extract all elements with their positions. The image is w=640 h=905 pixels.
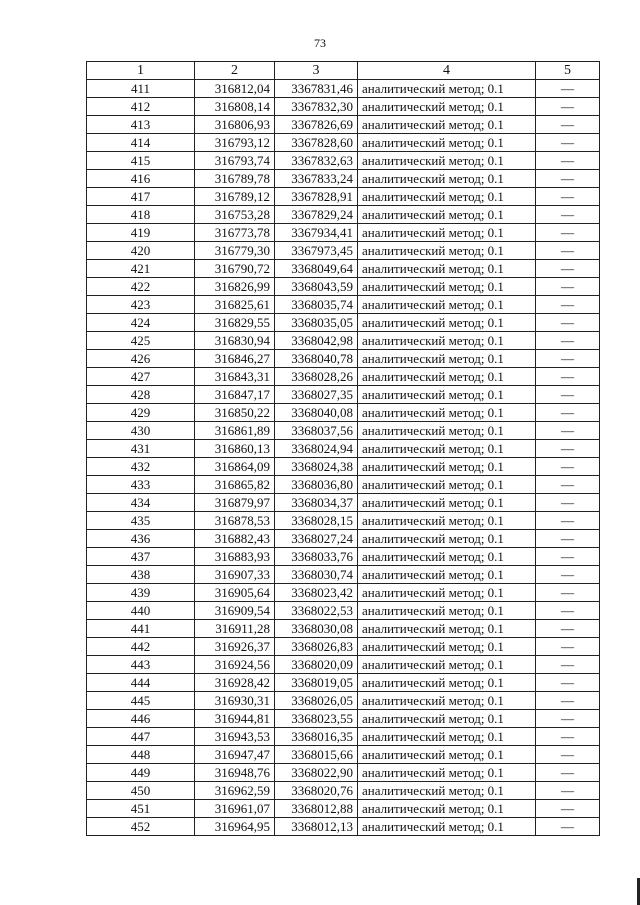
x-coordinate-cell: 316825,61 bbox=[195, 296, 275, 314]
table-row bbox=[87, 224, 600, 242]
x-coordinate-cell: 316883,93 bbox=[195, 548, 275, 566]
point-number-cell: 412 bbox=[87, 98, 195, 116]
point-number-cell: 421 bbox=[87, 260, 195, 278]
y-coordinate-cell: 3368043,59 bbox=[275, 278, 358, 296]
y-coordinate-cell: 3367934,41 bbox=[275, 224, 358, 242]
table-row bbox=[87, 242, 600, 260]
table-row bbox=[87, 692, 600, 710]
error-cell: — bbox=[536, 134, 600, 152]
table-row bbox=[87, 440, 600, 458]
x-coordinate-cell: 316964,95 bbox=[195, 818, 275, 836]
method-cell: аналитический метод; 0.1 bbox=[358, 386, 536, 404]
error-cell: — bbox=[536, 116, 600, 134]
point-number-cell: 426 bbox=[87, 350, 195, 368]
y-coordinate-cell: 3367831,46 bbox=[275, 80, 358, 98]
y-coordinate-cell: 3368028,15 bbox=[275, 512, 358, 530]
method-cell: аналитический метод; 0.1 bbox=[358, 764, 536, 782]
y-coordinate-cell: 3368012,13 bbox=[275, 818, 358, 836]
point-number-cell: 437 bbox=[87, 548, 195, 566]
error-cell: — bbox=[536, 656, 600, 674]
point-number-cell: 441 bbox=[87, 620, 195, 638]
table-row bbox=[87, 800, 600, 818]
header-col-5: 5 bbox=[536, 62, 600, 80]
error-cell: — bbox=[536, 368, 600, 386]
x-coordinate-cell: 316961,07 bbox=[195, 800, 275, 818]
error-cell: — bbox=[536, 224, 600, 242]
method-cell: аналитический метод; 0.1 bbox=[358, 170, 536, 188]
method-cell: аналитический метод; 0.1 bbox=[358, 224, 536, 242]
y-coordinate-cell: 3368022,53 bbox=[275, 602, 358, 620]
table-row bbox=[87, 764, 600, 782]
x-coordinate-cell: 316864,09 bbox=[195, 458, 275, 476]
table-row bbox=[87, 782, 600, 800]
point-number-cell: 413 bbox=[87, 116, 195, 134]
table-row bbox=[87, 494, 600, 512]
x-coordinate-cell: 316829,55 bbox=[195, 314, 275, 332]
table-row bbox=[87, 134, 600, 152]
method-cell: аналитический метод; 0.1 bbox=[358, 602, 536, 620]
table-row bbox=[87, 314, 600, 332]
x-coordinate-cell: 316907,33 bbox=[195, 566, 275, 584]
point-number-cell: 411 bbox=[87, 80, 195, 98]
method-cell: аналитический метод; 0.1 bbox=[358, 404, 536, 422]
x-coordinate-cell: 316790,72 bbox=[195, 260, 275, 278]
method-cell: аналитический метод; 0.1 bbox=[358, 260, 536, 278]
table-row bbox=[87, 152, 600, 170]
x-coordinate-cell: 316793,12 bbox=[195, 134, 275, 152]
method-cell: аналитический метод; 0.1 bbox=[358, 242, 536, 260]
method-cell: аналитический метод; 0.1 bbox=[358, 710, 536, 728]
method-cell: аналитический метод; 0.1 bbox=[358, 314, 536, 332]
x-coordinate-cell: 316808,14 bbox=[195, 98, 275, 116]
error-cell: — bbox=[536, 638, 600, 656]
point-number-cell: 430 bbox=[87, 422, 195, 440]
error-cell: — bbox=[536, 512, 600, 530]
table-row bbox=[87, 476, 600, 494]
y-coordinate-cell: 3368037,56 bbox=[275, 422, 358, 440]
method-cell: аналитический метод; 0.1 bbox=[358, 782, 536, 800]
table-row bbox=[87, 206, 600, 224]
x-coordinate-cell: 316806,93 bbox=[195, 116, 275, 134]
x-coordinate-cell: 316789,78 bbox=[195, 170, 275, 188]
method-cell: аналитический метод; 0.1 bbox=[358, 512, 536, 530]
error-cell: — bbox=[536, 350, 600, 368]
point-number-cell: 450 bbox=[87, 782, 195, 800]
y-coordinate-cell: 3368049,64 bbox=[275, 260, 358, 278]
y-coordinate-cell: 3368022,90 bbox=[275, 764, 358, 782]
y-coordinate-cell: 3368024,38 bbox=[275, 458, 358, 476]
error-cell: — bbox=[536, 674, 600, 692]
point-number-cell: 451 bbox=[87, 800, 195, 818]
error-cell: — bbox=[536, 458, 600, 476]
y-coordinate-cell: 3368027,35 bbox=[275, 386, 358, 404]
error-cell: — bbox=[536, 296, 600, 314]
point-number-cell: 425 bbox=[87, 332, 195, 350]
point-number-cell: 439 bbox=[87, 584, 195, 602]
error-cell: — bbox=[536, 278, 600, 296]
method-cell: аналитический метод; 0.1 bbox=[358, 566, 536, 584]
x-coordinate-cell: 316846,27 bbox=[195, 350, 275, 368]
x-coordinate-cell: 316926,37 bbox=[195, 638, 275, 656]
y-coordinate-cell: 3367832,30 bbox=[275, 98, 358, 116]
table-row bbox=[87, 620, 600, 638]
y-coordinate-cell: 3368034,37 bbox=[275, 494, 358, 512]
y-coordinate-cell: 3368020,09 bbox=[275, 656, 358, 674]
y-coordinate-cell: 3368012,88 bbox=[275, 800, 358, 818]
method-cell: аналитический метод; 0.1 bbox=[358, 476, 536, 494]
y-coordinate-cell: 3368026,83 bbox=[275, 638, 358, 656]
table-row bbox=[87, 512, 600, 530]
error-cell: — bbox=[536, 152, 600, 170]
y-coordinate-cell: 3367829,24 bbox=[275, 206, 358, 224]
header-col-3: 3 bbox=[275, 62, 358, 80]
x-coordinate-cell: 316948,76 bbox=[195, 764, 275, 782]
method-cell: аналитический метод; 0.1 bbox=[358, 656, 536, 674]
table-row bbox=[87, 98, 600, 116]
table-row bbox=[87, 422, 600, 440]
method-cell: аналитический метод; 0.1 bbox=[358, 98, 536, 116]
x-coordinate-cell: 316812,04 bbox=[195, 80, 275, 98]
y-coordinate-cell: 3368042,98 bbox=[275, 332, 358, 350]
table-row bbox=[87, 566, 600, 584]
point-number-cell: 418 bbox=[87, 206, 195, 224]
error-cell: — bbox=[536, 206, 600, 224]
error-cell: — bbox=[536, 620, 600, 638]
x-coordinate-cell: 316830,94 bbox=[195, 332, 275, 350]
method-cell: аналитический метод; 0.1 bbox=[358, 116, 536, 134]
x-coordinate-cell: 316860,13 bbox=[195, 440, 275, 458]
y-coordinate-cell: 3368027,24 bbox=[275, 530, 358, 548]
x-coordinate-cell: 316944,81 bbox=[195, 710, 275, 728]
method-cell: аналитический метод; 0.1 bbox=[358, 332, 536, 350]
error-cell: — bbox=[536, 440, 600, 458]
method-cell: аналитический метод; 0.1 bbox=[358, 368, 536, 386]
error-cell: — bbox=[536, 404, 600, 422]
point-number-cell: 434 bbox=[87, 494, 195, 512]
x-coordinate-cell: 316879,97 bbox=[195, 494, 275, 512]
point-number-cell: 446 bbox=[87, 710, 195, 728]
coordinates-table bbox=[86, 61, 600, 836]
y-coordinate-cell: 3368015,66 bbox=[275, 746, 358, 764]
table-row bbox=[87, 350, 600, 368]
x-coordinate-cell: 316909,54 bbox=[195, 602, 275, 620]
table-row bbox=[87, 458, 600, 476]
table-row bbox=[87, 656, 600, 674]
y-coordinate-cell: 3368026,05 bbox=[275, 692, 358, 710]
x-coordinate-cell: 316865,82 bbox=[195, 476, 275, 494]
method-cell: аналитический метод; 0.1 bbox=[358, 296, 536, 314]
point-number-cell: 417 bbox=[87, 188, 195, 206]
table-row bbox=[87, 296, 600, 314]
error-cell: — bbox=[536, 746, 600, 764]
point-number-cell: 424 bbox=[87, 314, 195, 332]
y-coordinate-cell: 3368035,74 bbox=[275, 296, 358, 314]
x-coordinate-cell: 316878,53 bbox=[195, 512, 275, 530]
y-coordinate-cell: 3368023,42 bbox=[275, 584, 358, 602]
table-row bbox=[87, 170, 600, 188]
point-number-cell: 415 bbox=[87, 152, 195, 170]
point-number-cell: 452 bbox=[87, 818, 195, 836]
error-cell: — bbox=[536, 782, 600, 800]
point-number-cell: 419 bbox=[87, 224, 195, 242]
method-cell: аналитический метод; 0.1 bbox=[358, 800, 536, 818]
y-coordinate-cell: 3368020,76 bbox=[275, 782, 358, 800]
header-row bbox=[87, 62, 600, 80]
method-cell: аналитический метод; 0.1 bbox=[358, 188, 536, 206]
error-cell: — bbox=[536, 242, 600, 260]
y-coordinate-cell: 3368035,05 bbox=[275, 314, 358, 332]
error-cell: — bbox=[536, 422, 600, 440]
point-number-cell: 432 bbox=[87, 458, 195, 476]
error-cell: — bbox=[536, 170, 600, 188]
error-cell: — bbox=[536, 566, 600, 584]
method-cell: аналитический метод; 0.1 bbox=[358, 134, 536, 152]
error-cell: — bbox=[536, 476, 600, 494]
error-cell: — bbox=[536, 314, 600, 332]
table-row bbox=[87, 404, 600, 422]
method-cell: аналитический метод; 0.1 bbox=[358, 440, 536, 458]
table-row bbox=[87, 728, 600, 746]
table-row bbox=[87, 260, 600, 278]
x-coordinate-cell: 316947,47 bbox=[195, 746, 275, 764]
method-cell: аналитический метод; 0.1 bbox=[358, 584, 536, 602]
method-cell: аналитический метод; 0.1 bbox=[358, 350, 536, 368]
table-row bbox=[87, 746, 600, 764]
table-row bbox=[87, 188, 600, 206]
table-row bbox=[87, 710, 600, 728]
table-row bbox=[87, 530, 600, 548]
y-coordinate-cell: 3368024,94 bbox=[275, 440, 358, 458]
method-cell: аналитический метод; 0.1 bbox=[358, 746, 536, 764]
point-number-cell: 428 bbox=[87, 386, 195, 404]
y-coordinate-cell: 3368033,76 bbox=[275, 548, 358, 566]
point-number-cell: 436 bbox=[87, 530, 195, 548]
method-cell: аналитический метод; 0.1 bbox=[358, 80, 536, 98]
point-number-cell: 435 bbox=[87, 512, 195, 530]
y-coordinate-cell: 3367833,24 bbox=[275, 170, 358, 188]
table-row bbox=[87, 548, 600, 566]
method-cell: аналитический метод; 0.1 bbox=[358, 458, 536, 476]
x-coordinate-cell: 316773,78 bbox=[195, 224, 275, 242]
method-cell: аналитический метод; 0.1 bbox=[358, 818, 536, 836]
x-coordinate-cell: 316930,31 bbox=[195, 692, 275, 710]
point-number-cell: 429 bbox=[87, 404, 195, 422]
point-number-cell: 440 bbox=[87, 602, 195, 620]
table-row bbox=[87, 584, 600, 602]
y-coordinate-cell: 3368036,80 bbox=[275, 476, 358, 494]
x-coordinate-cell: 316843,31 bbox=[195, 368, 275, 386]
table-row bbox=[87, 116, 600, 134]
y-coordinate-cell: 3367826,69 bbox=[275, 116, 358, 134]
point-number-cell: 431 bbox=[87, 440, 195, 458]
method-cell: аналитический метод; 0.1 bbox=[358, 494, 536, 512]
table-row bbox=[87, 368, 600, 386]
error-cell: — bbox=[536, 98, 600, 116]
point-number-cell: 422 bbox=[87, 278, 195, 296]
table-row bbox=[87, 674, 600, 692]
table-row bbox=[87, 818, 600, 836]
error-cell: — bbox=[536, 692, 600, 710]
point-number-cell: 414 bbox=[87, 134, 195, 152]
x-coordinate-cell: 316850,22 bbox=[195, 404, 275, 422]
table-row bbox=[87, 602, 600, 620]
y-coordinate-cell: 3367973,45 bbox=[275, 242, 358, 260]
error-cell: — bbox=[536, 260, 600, 278]
x-coordinate-cell: 316962,59 bbox=[195, 782, 275, 800]
error-cell: — bbox=[536, 332, 600, 350]
point-number-cell: 445 bbox=[87, 692, 195, 710]
method-cell: аналитический метод; 0.1 bbox=[358, 548, 536, 566]
method-cell: аналитический метод; 0.1 bbox=[358, 206, 536, 224]
y-coordinate-cell: 3368028,26 bbox=[275, 368, 358, 386]
y-coordinate-cell: 3368023,55 bbox=[275, 710, 358, 728]
method-cell: аналитический метод; 0.1 bbox=[358, 728, 536, 746]
error-cell: — bbox=[536, 530, 600, 548]
table-row bbox=[87, 386, 600, 404]
point-number-cell: 444 bbox=[87, 674, 195, 692]
x-coordinate-cell: 316911,28 bbox=[195, 620, 275, 638]
y-coordinate-cell: 3367832,63 bbox=[275, 152, 358, 170]
table-row bbox=[87, 332, 600, 350]
header-col-4: 4 bbox=[358, 62, 536, 80]
point-number-cell: 420 bbox=[87, 242, 195, 260]
x-coordinate-cell: 316793,74 bbox=[195, 152, 275, 170]
method-cell: аналитический метод; 0.1 bbox=[358, 530, 536, 548]
error-cell: — bbox=[536, 80, 600, 98]
error-cell: — bbox=[536, 386, 600, 404]
x-coordinate-cell: 316905,64 bbox=[195, 584, 275, 602]
error-cell: — bbox=[536, 188, 600, 206]
table-body bbox=[87, 80, 600, 836]
method-cell: аналитический метод; 0.1 bbox=[358, 152, 536, 170]
point-number-cell: 423 bbox=[87, 296, 195, 314]
point-number-cell: 438 bbox=[87, 566, 195, 584]
point-number-cell: 442 bbox=[87, 638, 195, 656]
x-coordinate-cell: 316924,56 bbox=[195, 656, 275, 674]
point-number-cell: 449 bbox=[87, 764, 195, 782]
x-coordinate-cell: 316826,99 bbox=[195, 278, 275, 296]
method-cell: аналитический метод; 0.1 bbox=[358, 692, 536, 710]
x-coordinate-cell: 316928,42 bbox=[195, 674, 275, 692]
y-coordinate-cell: 3367828,60 bbox=[275, 134, 358, 152]
x-coordinate-cell: 316779,30 bbox=[195, 242, 275, 260]
point-number-cell: 448 bbox=[87, 746, 195, 764]
header-col-1: 1 bbox=[87, 62, 195, 80]
method-cell: аналитический метод; 0.1 bbox=[358, 422, 536, 440]
error-cell: — bbox=[536, 602, 600, 620]
method-cell: аналитический метод; 0.1 bbox=[358, 620, 536, 638]
method-cell: аналитический метод; 0.1 bbox=[358, 638, 536, 656]
point-number-cell: 443 bbox=[87, 656, 195, 674]
point-number-cell: 447 bbox=[87, 728, 195, 746]
error-cell: — bbox=[536, 728, 600, 746]
x-coordinate-cell: 316847,17 bbox=[195, 386, 275, 404]
x-coordinate-cell: 316882,43 bbox=[195, 530, 275, 548]
error-cell: — bbox=[536, 818, 600, 836]
error-cell: — bbox=[536, 800, 600, 818]
y-coordinate-cell: 3368040,78 bbox=[275, 350, 358, 368]
table-row bbox=[87, 278, 600, 296]
x-coordinate-cell: 316753,28 bbox=[195, 206, 275, 224]
error-cell: — bbox=[536, 764, 600, 782]
x-coordinate-cell: 316943,53 bbox=[195, 728, 275, 746]
error-cell: — bbox=[536, 710, 600, 728]
x-coordinate-cell: 316861,89 bbox=[195, 422, 275, 440]
y-coordinate-cell: 3368030,08 bbox=[275, 620, 358, 638]
point-number-cell: 427 bbox=[87, 368, 195, 386]
x-coordinate-cell: 316789,12 bbox=[195, 188, 275, 206]
table-row bbox=[87, 80, 600, 98]
method-cell: аналитический метод; 0.1 bbox=[358, 674, 536, 692]
y-coordinate-cell: 3368016,35 bbox=[275, 728, 358, 746]
point-number-cell: 416 bbox=[87, 170, 195, 188]
y-coordinate-cell: 3367828,91 bbox=[275, 188, 358, 206]
header-col-2: 2 bbox=[195, 62, 275, 80]
error-cell: — bbox=[536, 584, 600, 602]
point-number-cell: 433 bbox=[87, 476, 195, 494]
error-cell: — bbox=[536, 548, 600, 566]
y-coordinate-cell: 3368019,05 bbox=[275, 674, 358, 692]
page-number: 73 bbox=[314, 36, 326, 50]
error-cell: — bbox=[536, 494, 600, 512]
y-coordinate-cell: 3368040,08 bbox=[275, 404, 358, 422]
y-coordinate-cell: 3368030,74 bbox=[275, 566, 358, 584]
method-cell: аналитический метод; 0.1 bbox=[358, 278, 536, 296]
table-row bbox=[87, 638, 600, 656]
